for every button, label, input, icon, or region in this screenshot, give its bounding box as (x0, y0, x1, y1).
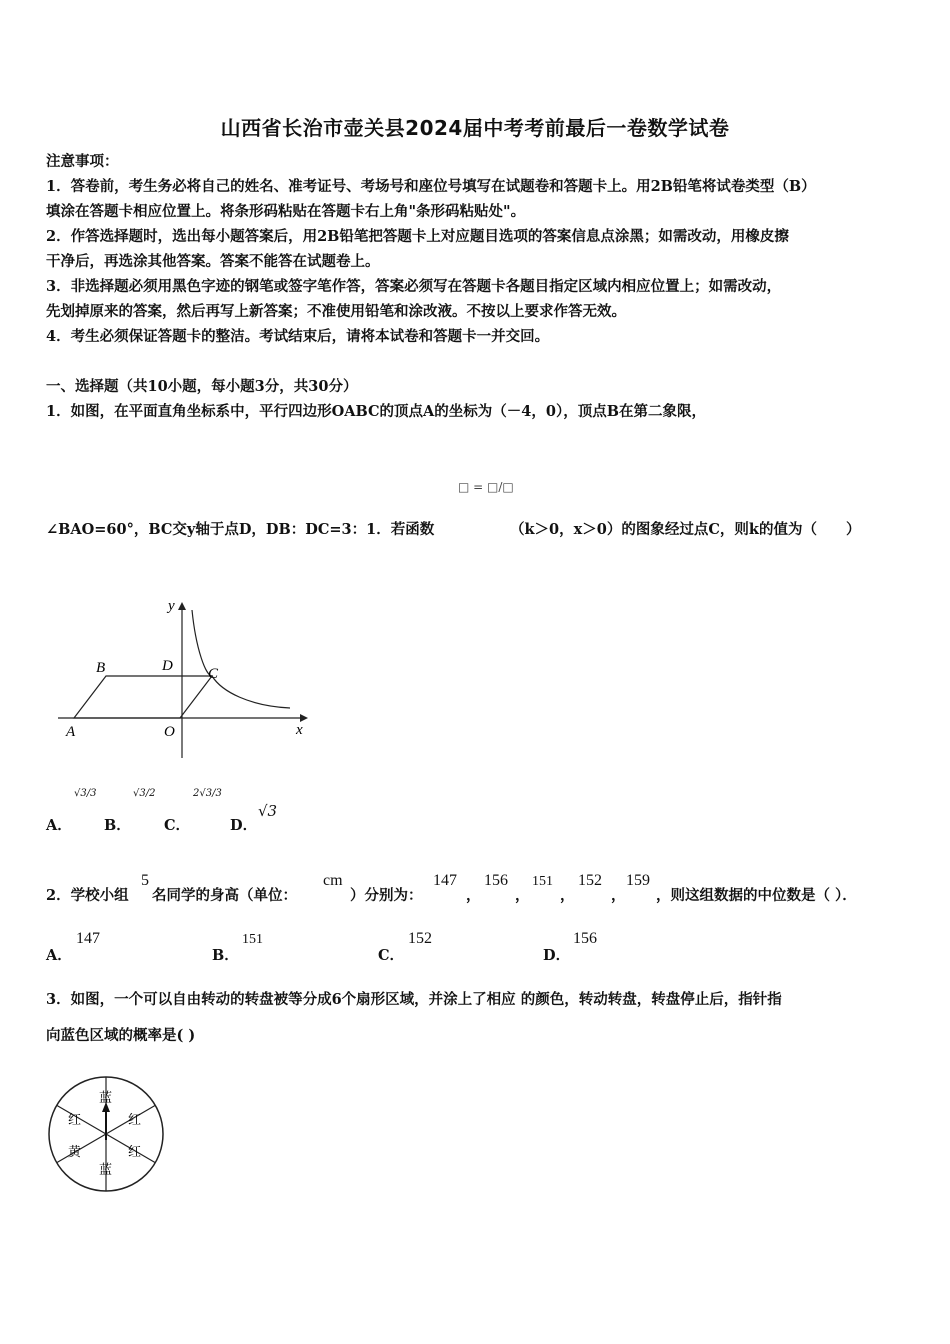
q1-option-a-value: √3/3 (74, 788, 97, 799)
y-axis-arrow (178, 602, 186, 610)
q2-value-1: 147 (433, 872, 457, 889)
q2-value-3: 151 (532, 874, 553, 889)
q3-line-2: 向蓝色区域的概率是( ) (46, 1027, 196, 1044)
sector-label: 蓝 (99, 1090, 113, 1105)
q2-value-2: 156 (484, 872, 508, 889)
q2-part-3: ）分别为： (350, 887, 423, 904)
q2-option-c-value: 152 (408, 930, 432, 947)
label-c: C (208, 666, 219, 682)
q1-option-b-letter[interactable]: B． (104, 817, 131, 834)
notice-heading: 注意事项： (46, 153, 119, 170)
q2-option-d-letter[interactable]: D． (543, 947, 571, 964)
notice-line-6: 先划掉原来的答案，然后再写上新答案；不准使用铅笔和涂改液。不按以上要求作答无效。 (46, 303, 626, 320)
sector-label: 蓝 (99, 1162, 113, 1177)
notice-line-5: 3．非选择题必须用黑色字迹的钢笔或签字笔作答，答案必须写在答题卡各题目指定区域内相应位置上；如需改动， (46, 278, 782, 295)
q1-option-d-value: √3 (258, 802, 278, 820)
q2-option-a-value: 147 (76, 930, 100, 947)
notice-line-2: 填涂在答题卡相应位置上。将条形码粘贴在答题卡右上角"条形码粘贴处"。 (46, 203, 526, 220)
q1-option-c-value: 2√3/3 (193, 788, 222, 799)
q2-sep-4: ， (611, 887, 626, 904)
q1-line-1: 1．如图，在平面直角坐标系中，平行四边形OABC的顶点A的坐标为（－4，0），顶点B在第二象限， (46, 403, 706, 420)
q3-line-1: 3．如图，一个可以自由转动的转盘被等分成6个扇形区域，并涂上了相应 的颜色，转动转盘，转盘停止后，指针指 (46, 991, 782, 1008)
sector-label: 红 (68, 1112, 82, 1127)
q1-line-2a: ∠BAO=60°，BC交y轴于点D，DB：DC=3：1．若函数 (46, 521, 435, 538)
notice-line-3: 2．作答选择题时，选出每小题答案后，用2B铅笔把答题卡上对应题目选项的答案信息点涂黑；如需改动，用橡皮擦 (46, 228, 789, 245)
label-x: x (296, 722, 303, 738)
q2-part-4: ，则这组数据的中位数是（ ）． (656, 887, 857, 904)
x-axis-arrow (300, 714, 308, 722)
q1-line-2b: （k＞0，x＞0）的图象经过点C，则k的值为（ ） (510, 521, 861, 538)
sector-label: 黄 (68, 1144, 82, 1159)
label-y: y (168, 598, 175, 614)
q2-option-c-letter[interactable]: C． (378, 947, 405, 964)
q2-option-b-value: 151 (242, 932, 263, 947)
q2-part-1: 2．学校小组 (46, 887, 129, 904)
label-o: O (164, 724, 175, 740)
q1-formula: □ = □/□ (458, 480, 514, 494)
q2-unit: cm (323, 872, 343, 889)
label-a: A (66, 724, 76, 740)
q2-part-2: 名同学的身高（单位： (152, 887, 297, 904)
q2-option-b-letter[interactable]: B． (212, 947, 239, 964)
q2-option-d-value: 156 (573, 930, 597, 947)
notice-line-4: 干净后，再选涂其他答案。答案不能答在试题卷上。 (46, 253, 380, 270)
q2-count: 5 (141, 872, 149, 889)
q3-spinner-figure (46, 1074, 176, 1196)
parallelogram-oabc (74, 676, 212, 718)
q2-option-a-letter[interactable]: A． (46, 947, 72, 964)
q1-option-a-letter[interactable]: A． (46, 817, 72, 834)
notice-line-7: 4．考生必须保证答题卡的整洁。考试结束后，请将本试卷和答题卡一并交回。 (46, 328, 550, 345)
q2-sep-2: ， (515, 887, 530, 904)
q1-option-d-letter[interactable]: D． (230, 817, 258, 834)
hyperbola-curve (192, 610, 290, 708)
notice-line-1: 1．答卷前，考生务必将自己的姓名、准考证号、考场号和座位号填写在试题卷和答题卡上。用2B铅笔将试卷类型（B） (46, 178, 816, 195)
q2-sep-1: ， (466, 887, 481, 904)
q1-coordinate-figure (50, 590, 320, 770)
sector-label: 红 (128, 1112, 142, 1127)
label-b: B (96, 660, 106, 676)
sector-label: 红 (128, 1144, 142, 1159)
q2-sep-3: ， (560, 887, 575, 904)
q2-value-4: 152 (578, 872, 602, 889)
q1-option-b-value: √3/2 (133, 788, 156, 799)
section-heading: 一、选择题（共10小题，每小题3分，共30分） (46, 378, 358, 395)
q1-option-c-letter[interactable]: C． (164, 817, 191, 834)
label-d: D (162, 658, 173, 674)
q2-value-5: 159 (626, 872, 650, 889)
page-title: 山西省长治市壶关县2024届中考考前最后一卷数学试卷 (220, 116, 730, 140)
